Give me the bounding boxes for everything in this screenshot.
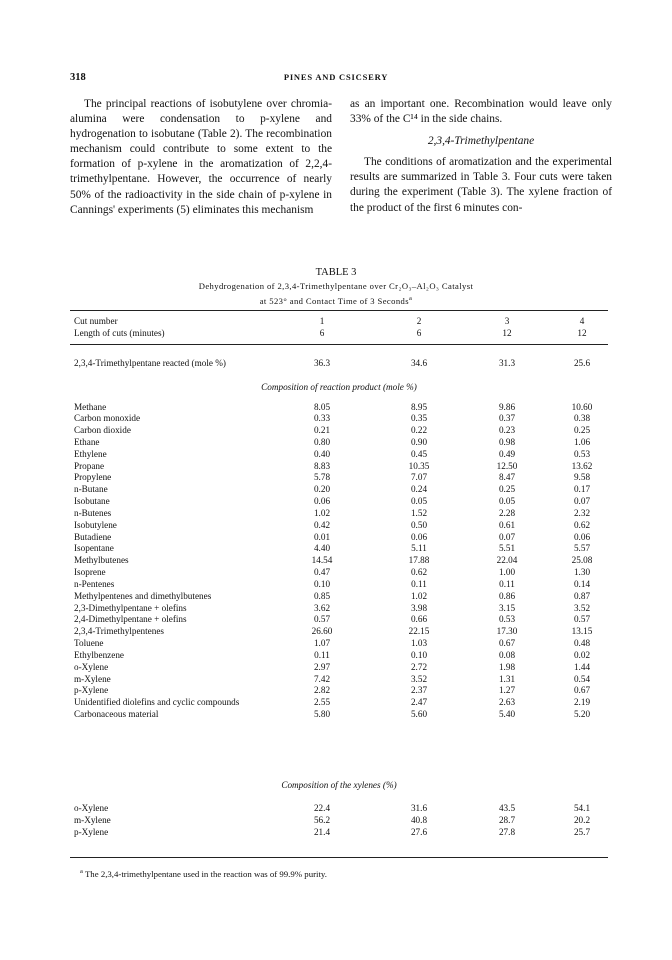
table-cell: 1.31 — [498, 673, 516, 684]
table-row — [70, 591, 608, 603]
row-label: Length of cuts (minutes) — [74, 328, 165, 338]
row-label: Isoprene — [74, 567, 106, 578]
table-cell: 10.35 — [408, 460, 430, 471]
row-label: Toluene — [74, 638, 104, 649]
table-row — [70, 461, 608, 473]
table-cell: 17.30 — [496, 626, 518, 637]
table-cell: 27.8 — [498, 827, 516, 837]
table-cell: 5.78 — [313, 472, 331, 483]
table-cell: 20.2 — [573, 815, 591, 825]
table-footnote — [80, 868, 327, 879]
table-cell: 0.11 — [314, 649, 330, 660]
table-cell: 0.47 — [313, 567, 331, 578]
table-cell: 0.57 — [313, 614, 331, 625]
table-cell: 31.6 — [410, 803, 428, 813]
table-cell: 1.44 — [573, 661, 591, 672]
table-cell: 0.85 — [313, 590, 331, 601]
table-cell: 21.4 — [313, 827, 331, 837]
footnote-marker: a — [80, 868, 83, 875]
table-cell: 0.45 — [410, 448, 428, 459]
table-cell: 0.25 — [498, 484, 516, 495]
table-cell: 22.4 — [313, 803, 331, 813]
table-cell: 12.50 — [496, 460, 518, 471]
table-cell: 0.42 — [313, 519, 331, 530]
table-cell: 1.07 — [313, 638, 331, 649]
row-label: m-Xylene — [74, 815, 111, 825]
row-label: n-Butenes — [74, 507, 112, 518]
table-row — [70, 815, 608, 827]
table-cell: 2.32 — [573, 507, 591, 518]
table-cell: 1.30 — [573, 567, 591, 578]
table-cell: 26.60 — [311, 626, 333, 637]
table-cell: 0.50 — [410, 519, 428, 530]
table-row — [70, 425, 608, 437]
table-cell: 9.86 — [498, 401, 516, 412]
row-label: Isobutane — [74, 496, 110, 507]
table-row — [70, 328, 608, 340]
table-cell: 0.57 — [573, 614, 591, 625]
table-cell: 0.10 — [313, 578, 331, 589]
table-row — [70, 567, 608, 579]
row-label: Isobutylene — [74, 519, 117, 530]
table-cell: 5.51 — [498, 543, 516, 554]
table-cell: 0.66 — [410, 614, 428, 625]
table-cell: 36.3 — [313, 358, 331, 368]
table-cell: 28.7 — [498, 815, 516, 825]
table-cell: 0.21 — [313, 425, 331, 436]
table-section-title: Composition of reaction product (mole %) — [261, 382, 417, 392]
table-cell: 0.06 — [573, 531, 591, 542]
table-cell: 3.15 — [498, 602, 516, 613]
table-cell: 0.22 — [410, 425, 428, 436]
table-row — [70, 532, 608, 544]
table-cell: 0.25 — [573, 425, 591, 436]
paragraph-continuation: as an important one. Recombination would leave only 33% of the C¹⁴ in the side chains. — [350, 98, 612, 126]
table-cell: 8.83 — [313, 460, 331, 471]
paragraph: The principal reactions of isobutylene over chromia-alumina were condensation to p-xylene and hydrogenation to isobutane (Table 2). The recombination mechanism could contribute to some extent to the formation of p-xylene in the aromatization of 2,2,4-trimethylpentane. However, the occurrence of nearly 50% of the radioactivity in the side chain of p-xylene in Cannings' experiments (5) eliminates this mechanism — [70, 98, 332, 216]
table-cell: 2.19 — [573, 697, 591, 708]
data-table — [70, 0, 608, 960]
table-cell: 25.6 — [573, 358, 591, 368]
table-cell: 0.67 — [498, 638, 516, 649]
table-cell: 7.42 — [313, 673, 331, 684]
table-cell: 0.90 — [410, 436, 428, 447]
table-cell: 34.6 — [410, 358, 428, 368]
table-cell: 1.27 — [498, 685, 516, 696]
table-cell: 12 — [502, 328, 512, 338]
table-cell: 5.40 — [498, 709, 516, 720]
table-row — [70, 472, 608, 484]
table-row — [70, 650, 608, 662]
table-row — [70, 316, 608, 328]
table-row — [70, 484, 608, 496]
table-cell: 2.97 — [313, 661, 331, 672]
table-cell: 4 — [579, 316, 585, 326]
row-label: 2,3,4-Trimethylpentenes — [74, 626, 164, 637]
table-cell: 2 — [416, 316, 422, 326]
table-cell: 0.98 — [498, 436, 516, 447]
table-cell: 14.54 — [311, 555, 333, 566]
table-cell: 0.38 — [573, 413, 591, 424]
table-cell: 25.08 — [571, 555, 593, 566]
table-cell: 5.60 — [410, 709, 428, 720]
table-cell: 0.35 — [410, 413, 428, 424]
table-cell: 2.47 — [410, 697, 428, 708]
table-cell: 0.86 — [498, 590, 516, 601]
table-cell: 0.14 — [573, 578, 591, 589]
table-cell: 5.11 — [411, 543, 427, 554]
table-cell: 31.3 — [498, 358, 516, 368]
table-cell: 25.7 — [573, 827, 591, 837]
table-row — [70, 614, 608, 626]
table-cell: 12 — [577, 328, 587, 338]
table-cell: 0.53 — [573, 448, 591, 459]
table-cell: 5.80 — [313, 709, 331, 720]
table-cell: 1.06 — [573, 436, 591, 447]
table-row — [70, 674, 608, 686]
table-cell: 56.2 — [313, 815, 331, 825]
table-row — [70, 543, 608, 555]
table-cell: 2.55 — [313, 697, 331, 708]
table-cell: 8.47 — [498, 472, 516, 483]
table-cell: 0.40 — [313, 448, 331, 459]
paragraph: The conditions of aromatization and the experimental results are summarized in Table 3. Four cuts were taken during the experiment (Table 3). The xylene fraction of the product of the first 6 minutes con- — [350, 156, 612, 214]
table-cell: 0.07 — [498, 531, 516, 542]
row-label: o-Xylene — [74, 803, 109, 813]
table-row — [70, 496, 608, 508]
table-cell: 2.82 — [313, 685, 331, 696]
table-cell: 1.03 — [410, 638, 428, 649]
running-head: PINES AND CSICSERY — [283, 72, 389, 82]
table-cell: 3.52 — [573, 602, 591, 613]
table-cell: 8.05 — [313, 401, 331, 412]
table-row — [70, 402, 608, 414]
row-label: Methylbutenes — [74, 555, 129, 566]
row-label: m-Xylene — [74, 673, 111, 684]
table-cell: 54.1 — [573, 803, 591, 813]
table-cell: 0.62 — [573, 519, 591, 530]
table-cell: 3 — [504, 316, 510, 326]
table-row — [70, 603, 608, 615]
table-cell: 7.07 — [410, 472, 428, 483]
table-cell: 0.53 — [498, 614, 516, 625]
row-label: Carbon dioxide — [74, 425, 131, 436]
row-label: p-Xylene — [74, 685, 109, 696]
table-cell: 3.62 — [313, 602, 331, 613]
table-cell: 0.62 — [410, 567, 428, 578]
table-cell: 0.17 — [573, 484, 591, 495]
table-cell: 22.04 — [496, 555, 518, 566]
footnote-marker: a — [409, 295, 413, 302]
table-cell: 0.80 — [313, 436, 331, 447]
page-number: 318 — [70, 72, 86, 83]
row-label: Butadiene — [74, 531, 112, 542]
table-cell: 0.11 — [411, 578, 427, 589]
row-label: o-Xylene — [74, 661, 109, 672]
table-caption-line1: Dehydrogenation of 2,3,4-Trimethylpentane over Cr₂O₃–Al₂O₃ Catalyst — [198, 281, 474, 291]
row-label: Propane — [74, 460, 105, 471]
table-cell: 5.20 — [573, 709, 591, 720]
row-label: Ethylene — [74, 448, 107, 459]
row-label: Carbon monoxide — [74, 413, 141, 424]
table-cell: 13.15 — [571, 626, 593, 637]
table-cell: 0.61 — [498, 519, 516, 530]
row-label: p-Xylene — [74, 827, 109, 837]
table-row — [70, 638, 608, 650]
table-cell: 0.07 — [573, 496, 591, 507]
row-label: n-Butane — [74, 484, 108, 495]
table-cell: 4.40 — [313, 543, 331, 554]
table-cell: 2.28 — [498, 507, 516, 518]
table-cell: 2.37 — [410, 685, 428, 696]
table-row — [70, 697, 608, 709]
table-cell: 0.05 — [410, 496, 428, 507]
table-number: TABLE 3 — [315, 267, 357, 278]
row-label: Ethane — [74, 436, 100, 447]
table-cell: 27.6 — [410, 827, 428, 837]
table-section-title: Composition of the xylenes (%) — [281, 780, 397, 790]
table-cell: 2.72 — [410, 661, 428, 672]
table-cell: 0.01 — [313, 531, 331, 542]
table-cell: 5.57 — [573, 543, 591, 554]
table-cell: 0.06 — [410, 531, 428, 542]
table-row — [70, 685, 608, 697]
table-cell: 3.98 — [410, 602, 428, 613]
table-cell: 0.08 — [498, 649, 516, 660]
table-caption-text: at 523° and Contact Time of 3 Seconds — [259, 295, 409, 306]
row-label: 2,4-Dimethylpentane + olefins — [74, 614, 187, 625]
table-row — [70, 626, 608, 638]
table-cell: 0.24 — [410, 484, 428, 495]
table-cell: 17.88 — [408, 555, 430, 566]
table-cell: 2.63 — [498, 697, 516, 708]
table-row — [70, 555, 608, 567]
table-cell: 1.02 — [313, 507, 331, 518]
table-cell: 0.05 — [498, 496, 516, 507]
table-cell: 9.58 — [573, 472, 591, 483]
table-row — [70, 803, 608, 815]
row-label: 2,3,4-Trimethylpentane reacted (mole %) — [74, 358, 226, 368]
table-cell: 0.10 — [410, 649, 428, 660]
row-label: Propylene — [74, 472, 112, 483]
row-label: 2,3-Dimethylpentane + olefins — [74, 602, 187, 613]
table-cell: 0.48 — [573, 638, 591, 649]
table-cell: 8.95 — [410, 401, 428, 412]
footnote-text: The 2,3,4-trimethylpentane used in the reaction was of 99.9% purity. — [84, 868, 327, 879]
table-cell: 0.33 — [313, 413, 331, 424]
table-row — [70, 437, 608, 449]
table-cell: 0.02 — [573, 649, 591, 660]
table-cell: 10.60 — [571, 401, 593, 412]
table-row — [70, 520, 608, 532]
table-cell: 43.5 — [498, 803, 516, 813]
table-cell: 0.87 — [573, 590, 591, 601]
table-cell: 0.06 — [313, 496, 331, 507]
row-label: Unidentified diolefins and cyclic compounds — [74, 697, 240, 708]
row-label: Carbonaceous material — [74, 709, 159, 720]
table-cell: 1.00 — [498, 567, 516, 578]
table-row — [70, 508, 608, 520]
table-cell: 40.8 — [410, 815, 428, 825]
table-cell: 0.49 — [498, 448, 516, 459]
table-cell: 13.62 — [571, 460, 593, 471]
table-cell: 0.23 — [498, 425, 516, 436]
table-cell: 1 — [319, 316, 325, 326]
table-cell: 1.98 — [498, 661, 516, 672]
table-cell: 0.67 — [573, 685, 591, 696]
table-cell: 0.11 — [499, 578, 515, 589]
row-label: Methane — [74, 401, 107, 412]
table-row — [70, 449, 608, 461]
table-cell: 0.20 — [313, 484, 331, 495]
table-row — [70, 413, 608, 425]
table-row — [70, 827, 608, 839]
table-cell: 6 — [319, 328, 325, 338]
table-cell: 6 — [416, 328, 422, 338]
row-label: Cut number — [74, 316, 118, 326]
table-row — [70, 358, 608, 370]
row-label: Isopentane — [74, 543, 114, 554]
table-row — [70, 579, 608, 591]
table-cell: 1.52 — [410, 507, 428, 518]
table-cell: 22.15 — [408, 626, 430, 637]
table-cell: 0.37 — [498, 413, 516, 424]
row-label: Methylpentenes and dimethylbutenes — [74, 590, 212, 601]
row-label: n-Pentenes — [74, 578, 115, 589]
table-row — [70, 662, 608, 674]
row-label: Ethylbenzene — [74, 649, 124, 660]
table-cell: 0.54 — [573, 673, 591, 684]
table-cell: 3.52 — [410, 673, 428, 684]
table-cell: 1.02 — [410, 590, 428, 601]
table-row — [70, 709, 608, 721]
section-heading: 2,3,4-Trimethylpentane — [427, 135, 535, 148]
